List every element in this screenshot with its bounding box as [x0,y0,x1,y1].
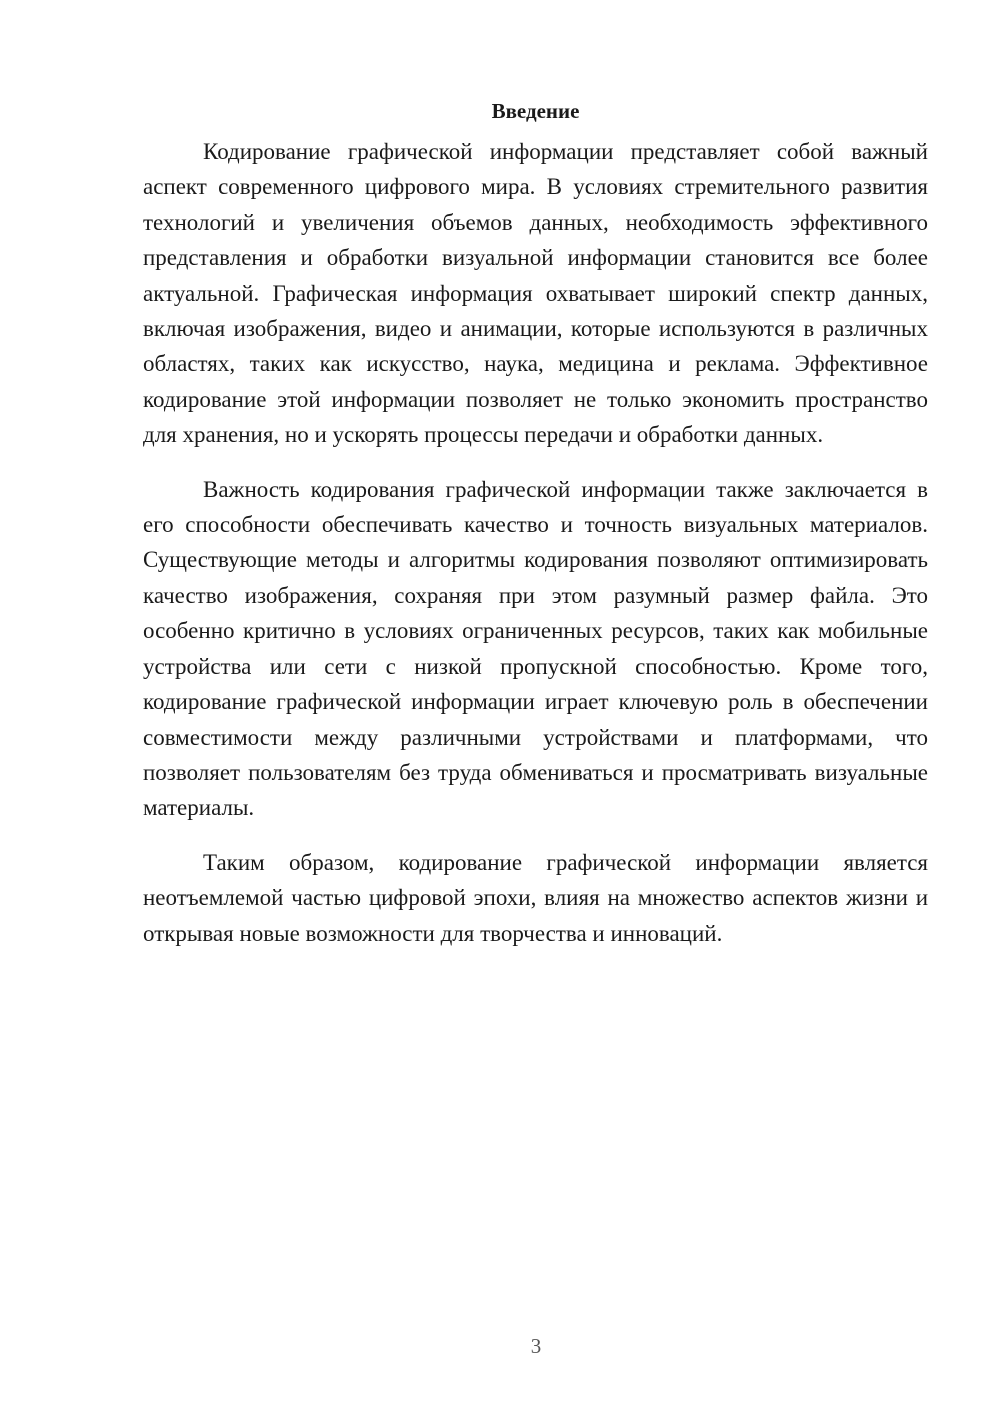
section-heading: Введение [491,99,580,123]
page-content [143,96,928,970]
page-number: 3 [530,1334,542,1358]
paragraph-3: Таким образом, кодирование графической информации является неотъемлемой частью цифровой эпохи, влияя на множество аспектов жизни и открывая новые возможности для творчества и инноваций. [143,849,928,946]
paragraph-2: Важность кодирования графической информации также заключается в его способности обеспечивать качество и точность визуальных материалов. Существующие методы и алгоритмы кодирования позволяют оптимизировать качество изображения, сохраняя при этом разумный размер файла. Это особенно критично в условиях ограниченных ресурсов, таких как мобильные устройства или сети с низкой пропускной способностью. Кроме того, кодирование графической информации играет ключевую роль в обеспечении совместимости между различными устройствами и платформами, что позволяет пользователям без труда обмениваться и просматривать визуальные материалы. [143,476,928,821]
paragraph-1: Кодирование графической информации представляет собой важный аспект современного цифрового мира. В условиях стремительного развития технологий и увеличения объемов данных, необходимость эффективного представления и обработки визуальной информации становится все более актуальной. Графическая информация охватывает широкий спектр данных, включая изображения, видео и анимации, которые используются в различных областях, таких как искусство, наука, медицина и реклама. Эффективное кодирование этой информации позволяет не только экономить пространство для хранения, но и ускорять процессы передачи и обработки данных. [143,139,928,448]
